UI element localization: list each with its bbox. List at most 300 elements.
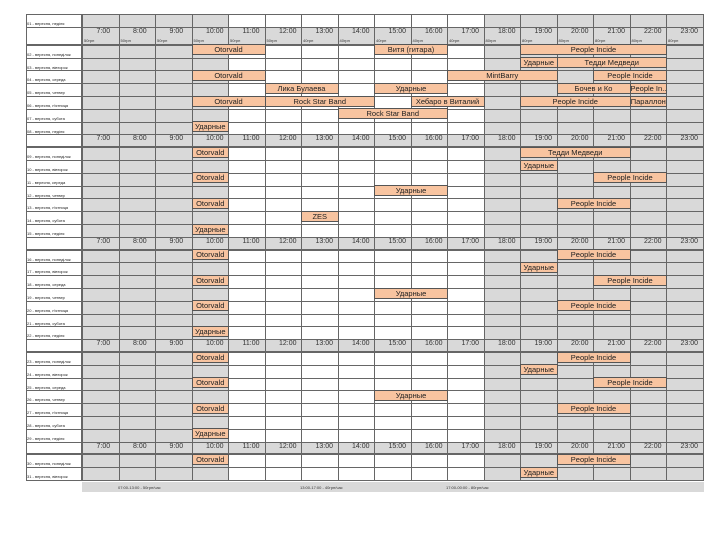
slot-cell[interactable] <box>557 224 595 238</box>
slot-cell[interactable] <box>265 314 303 328</box>
slot-cell[interactable] <box>447 45 485 59</box>
slot-cell[interactable] <box>520 301 558 315</box>
slot-cell[interactable] <box>593 416 631 430</box>
slot-cell[interactable] <box>411 365 449 379</box>
slot-cell[interactable] <box>484 314 522 328</box>
booking-block[interactable]: Ударные <box>520 160 558 171</box>
slot-cell[interactable] <box>119 301 157 315</box>
slot-cell[interactable] <box>119 262 157 276</box>
slot-cell[interactable] <box>82 454 120 468</box>
slot-cell[interactable] <box>666 58 704 72</box>
slot-cell[interactable] <box>228 198 266 212</box>
slot-cell[interactable] <box>265 224 303 238</box>
slot-cell[interactable] <box>265 160 303 174</box>
slot-cell[interactable] <box>666 122 704 136</box>
slot-cell[interactable] <box>374 416 412 430</box>
booking-block[interactable]: Ударные <box>520 262 558 273</box>
slot-cell[interactable] <box>484 416 522 430</box>
slot-cell[interactable] <box>82 416 120 430</box>
slot-cell[interactable] <box>447 198 485 212</box>
slot-cell[interactable] <box>666 467 704 481</box>
slot-cell[interactable] <box>338 211 376 225</box>
slot-cell[interactable] <box>666 288 704 302</box>
slot-cell[interactable] <box>119 198 157 212</box>
slot-cell[interactable] <box>447 186 485 200</box>
slot-cell[interactable] <box>338 429 376 443</box>
slot-cell[interactable] <box>228 14 266 28</box>
slot-cell[interactable] <box>484 275 522 289</box>
slot-cell[interactable] <box>155 301 193 315</box>
slot-cell[interactable] <box>666 186 704 200</box>
slot-cell[interactable] <box>374 198 412 212</box>
slot-cell[interactable] <box>666 352 704 366</box>
booking-block[interactable]: People Incide <box>593 172 667 183</box>
booking-block[interactable]: ZES <box>301 211 339 222</box>
slot-cell[interactable] <box>630 326 668 340</box>
slot-cell[interactable] <box>666 70 704 84</box>
slot-cell[interactable] <box>155 70 193 84</box>
slot-cell[interactable] <box>484 378 522 392</box>
slot-cell[interactable] <box>265 122 303 136</box>
slot-cell[interactable] <box>119 378 157 392</box>
slot-cell[interactable] <box>484 467 522 481</box>
booking-block[interactable]: People Incide <box>520 96 631 107</box>
slot-cell[interactable] <box>447 288 485 302</box>
slot-cell[interactable] <box>666 365 704 379</box>
slot-cell[interactable] <box>338 186 376 200</box>
slot-cell[interactable] <box>338 70 376 84</box>
booking-block[interactable]: Otorvald <box>192 300 230 311</box>
slot-cell[interactable] <box>155 288 193 302</box>
slot-cell[interactable] <box>265 403 303 417</box>
slot-cell[interactable] <box>119 275 157 289</box>
slot-cell[interactable] <box>411 58 449 72</box>
slot-cell[interactable] <box>265 147 303 161</box>
slot-cell[interactable] <box>228 186 266 200</box>
slot-cell[interactable] <box>228 109 266 123</box>
slot-cell[interactable] <box>374 403 412 417</box>
slot-cell[interactable] <box>301 58 339 72</box>
slot-cell[interactable] <box>447 454 485 468</box>
slot-cell[interactable] <box>82 160 120 174</box>
slot-cell[interactable] <box>484 160 522 174</box>
slot-cell[interactable] <box>374 262 412 276</box>
slot-cell[interactable] <box>155 147 193 161</box>
slot-cell[interactable] <box>301 326 339 340</box>
slot-cell[interactable] <box>155 186 193 200</box>
slot-cell[interactable] <box>520 403 558 417</box>
slot-cell[interactable] <box>447 326 485 340</box>
slot-cell[interactable] <box>119 70 157 84</box>
slot-cell[interactable] <box>301 352 339 366</box>
slot-cell[interactable] <box>630 288 668 302</box>
slot-cell[interactable] <box>666 403 704 417</box>
booking-block[interactable]: People Incide <box>593 275 667 286</box>
slot-cell[interactable] <box>82 70 120 84</box>
booking-block[interactable]: Ударные <box>374 83 448 94</box>
slot-cell[interactable] <box>666 275 704 289</box>
slot-cell[interactable] <box>630 416 668 430</box>
slot-cell[interactable] <box>228 250 266 264</box>
booking-block[interactable]: People Incide <box>557 403 631 414</box>
slot-cell[interactable] <box>520 14 558 28</box>
slot-cell[interactable] <box>265 429 303 443</box>
slot-cell[interactable] <box>557 365 595 379</box>
slot-cell[interactable] <box>82 224 120 238</box>
slot-cell[interactable] <box>520 416 558 430</box>
slot-cell[interactable] <box>155 467 193 481</box>
slot-cell[interactable] <box>447 122 485 136</box>
slot-cell[interactable] <box>484 390 522 404</box>
slot-cell[interactable] <box>666 83 704 97</box>
slot-cell[interactable] <box>557 467 595 481</box>
slot-cell[interactable] <box>520 186 558 200</box>
slot-cell[interactable] <box>338 14 376 28</box>
booking-block[interactable]: People Incide <box>557 300 631 311</box>
slot-cell[interactable] <box>374 160 412 174</box>
slot-cell[interactable] <box>155 224 193 238</box>
slot-cell[interactable] <box>666 250 704 264</box>
slot-cell[interactable] <box>155 352 193 366</box>
slot-cell[interactable] <box>411 467 449 481</box>
slot-cell[interactable] <box>411 301 449 315</box>
slot-cell[interactable] <box>484 173 522 187</box>
slot-cell[interactable] <box>301 147 339 161</box>
slot-cell[interactable] <box>374 224 412 238</box>
slot-cell[interactable] <box>447 14 485 28</box>
slot-cell[interactable] <box>82 186 120 200</box>
slot-cell[interactable] <box>630 467 668 481</box>
booking-block[interactable]: Otorvald <box>192 377 230 388</box>
slot-cell[interactable] <box>338 147 376 161</box>
slot-cell[interactable] <box>630 211 668 225</box>
slot-cell[interactable] <box>155 160 193 174</box>
slot-cell[interactable] <box>155 45 193 59</box>
slot-cell[interactable] <box>374 211 412 225</box>
slot-cell[interactable] <box>630 147 668 161</box>
slot-cell[interactable] <box>447 390 485 404</box>
slot-cell[interactable] <box>666 173 704 187</box>
slot-cell[interactable] <box>265 378 303 392</box>
booking-block[interactable]: People Incide <box>520 44 667 55</box>
slot-cell[interactable] <box>411 262 449 276</box>
slot-cell[interactable] <box>666 147 704 161</box>
slot-cell[interactable] <box>228 275 266 289</box>
slot-cell[interactable] <box>82 288 120 302</box>
slot-cell[interactable] <box>228 467 266 481</box>
booking-block[interactable]: Otorvald <box>192 275 230 286</box>
slot-cell[interactable] <box>338 58 376 72</box>
slot-cell[interactable] <box>119 250 157 264</box>
slot-cell[interactable] <box>228 160 266 174</box>
slot-cell[interactable] <box>666 262 704 276</box>
slot-cell[interactable] <box>82 122 120 136</box>
slot-cell[interactable] <box>338 365 376 379</box>
slot-cell[interactable] <box>666 211 704 225</box>
slot-cell[interactable] <box>82 14 120 28</box>
slot-cell[interactable] <box>119 186 157 200</box>
slot-cell[interactable] <box>374 314 412 328</box>
slot-cell[interactable] <box>265 250 303 264</box>
slot-cell[interactable] <box>484 14 522 28</box>
slot-cell[interactable] <box>228 326 266 340</box>
slot-cell[interactable] <box>301 467 339 481</box>
slot-cell[interactable] <box>520 224 558 238</box>
slot-cell[interactable] <box>520 429 558 443</box>
slot-cell[interactable] <box>301 416 339 430</box>
slot-cell[interactable] <box>192 467 230 481</box>
booking-block[interactable]: Ударные <box>520 364 558 375</box>
slot-cell[interactable] <box>484 429 522 443</box>
slot-cell[interactable] <box>301 109 339 123</box>
slot-cell[interactable] <box>520 378 558 392</box>
slot-cell[interactable] <box>228 390 266 404</box>
slot-cell[interactable] <box>265 365 303 379</box>
slot-cell[interactable] <box>119 326 157 340</box>
slot-cell[interactable] <box>411 160 449 174</box>
slot-cell[interactable] <box>265 390 303 404</box>
slot-cell[interactable] <box>630 352 668 366</box>
slot-cell[interactable] <box>447 301 485 315</box>
slot-cell[interactable] <box>520 288 558 302</box>
slot-cell[interactable] <box>82 467 120 481</box>
slot-cell[interactable] <box>411 416 449 430</box>
slot-cell[interactable] <box>411 352 449 366</box>
slot-cell[interactable] <box>265 262 303 276</box>
slot-cell[interactable] <box>338 454 376 468</box>
booking-block[interactable]: MintBarry <box>447 70 558 81</box>
slot-cell[interactable] <box>301 45 339 59</box>
slot-cell[interactable] <box>265 275 303 289</box>
slot-cell[interactable] <box>630 198 668 212</box>
slot-cell[interactable] <box>265 326 303 340</box>
slot-cell[interactable] <box>666 160 704 174</box>
slot-cell[interactable] <box>265 288 303 302</box>
slot-cell[interactable] <box>155 96 193 110</box>
slot-cell[interactable] <box>155 173 193 187</box>
slot-cell[interactable] <box>82 211 120 225</box>
slot-cell[interactable] <box>338 314 376 328</box>
slot-cell[interactable] <box>484 109 522 123</box>
slot-cell[interactable] <box>630 109 668 123</box>
slot-cell[interactable] <box>666 96 704 110</box>
slot-cell[interactable] <box>520 314 558 328</box>
slot-cell[interactable] <box>520 275 558 289</box>
slot-cell[interactable] <box>228 378 266 392</box>
slot-cell[interactable] <box>338 416 376 430</box>
slot-cell[interactable] <box>155 416 193 430</box>
slot-cell[interactable] <box>411 314 449 328</box>
slot-cell[interactable] <box>155 109 193 123</box>
slot-cell[interactable] <box>411 147 449 161</box>
slot-cell[interactable] <box>630 224 668 238</box>
slot-cell[interactable] <box>447 352 485 366</box>
slot-cell[interactable] <box>374 352 412 366</box>
slot-cell[interactable] <box>265 58 303 72</box>
slot-cell[interactable] <box>82 262 120 276</box>
slot-cell[interactable] <box>301 14 339 28</box>
slot-cell[interactable] <box>520 109 558 123</box>
slot-cell[interactable] <box>265 45 303 59</box>
slot-cell[interactable] <box>228 211 266 225</box>
slot-cell[interactable] <box>484 326 522 340</box>
slot-cell[interactable] <box>338 403 376 417</box>
slot-cell[interactable] <box>301 250 339 264</box>
slot-cell[interactable] <box>557 275 595 289</box>
slot-cell[interactable] <box>301 429 339 443</box>
slot-cell[interactable] <box>155 378 193 392</box>
booking-block[interactable]: Ударные <box>520 467 558 478</box>
slot-cell[interactable] <box>557 160 595 174</box>
slot-cell[interactable] <box>520 326 558 340</box>
slot-cell[interactable] <box>374 250 412 264</box>
slot-cell[interactable] <box>666 390 704 404</box>
slot-cell[interactable] <box>557 429 595 443</box>
slot-cell[interactable] <box>228 365 266 379</box>
slot-cell[interactable] <box>338 122 376 136</box>
slot-cell[interactable] <box>119 122 157 136</box>
slot-cell[interactable] <box>301 186 339 200</box>
slot-cell[interactable] <box>228 173 266 187</box>
slot-cell[interactable] <box>265 467 303 481</box>
slot-cell[interactable] <box>411 14 449 28</box>
slot-cell[interactable] <box>119 147 157 161</box>
slot-cell[interactable] <box>301 378 339 392</box>
slot-cell[interactable] <box>338 390 376 404</box>
slot-cell[interactable] <box>301 390 339 404</box>
slot-cell[interactable] <box>119 96 157 110</box>
slot-cell[interactable] <box>520 173 558 187</box>
slot-cell[interactable] <box>447 224 485 238</box>
slot-cell[interactable] <box>155 390 193 404</box>
slot-cell[interactable] <box>265 211 303 225</box>
slot-cell[interactable] <box>484 96 522 110</box>
booking-block[interactable]: Ударные <box>192 428 230 439</box>
slot-cell[interactable] <box>557 262 595 276</box>
slot-cell[interactable] <box>228 429 266 443</box>
booking-block[interactable]: Otorvald <box>192 172 230 183</box>
slot-cell[interactable] <box>155 275 193 289</box>
slot-cell[interactable] <box>155 58 193 72</box>
slot-cell[interactable] <box>666 416 704 430</box>
booking-block[interactable]: Rock Star Band <box>338 108 449 119</box>
slot-cell[interactable] <box>557 314 595 328</box>
slot-cell[interactable] <box>155 454 193 468</box>
slot-cell[interactable] <box>155 250 193 264</box>
slot-cell[interactable] <box>447 378 485 392</box>
booking-block[interactable]: Тедди Медведи <box>557 57 668 68</box>
booking-block[interactable]: People Incide <box>557 454 631 465</box>
slot-cell[interactable] <box>119 454 157 468</box>
slot-cell[interactable] <box>374 326 412 340</box>
slot-cell[interactable] <box>484 301 522 315</box>
slot-cell[interactable] <box>82 390 120 404</box>
slot-cell[interactable] <box>82 173 120 187</box>
slot-cell[interactable] <box>484 83 522 97</box>
slot-cell[interactable] <box>82 326 120 340</box>
slot-cell[interactable] <box>484 250 522 264</box>
slot-cell[interactable] <box>374 122 412 136</box>
slot-cell[interactable] <box>374 147 412 161</box>
slot-cell[interactable] <box>228 454 266 468</box>
slot-cell[interactable] <box>301 365 339 379</box>
slot-cell[interactable] <box>374 454 412 468</box>
slot-cell[interactable] <box>484 365 522 379</box>
slot-cell[interactable] <box>666 109 704 123</box>
booking-block[interactable]: Ударные <box>374 288 448 299</box>
slot-cell[interactable] <box>411 211 449 225</box>
slot-cell[interactable] <box>593 122 631 136</box>
slot-cell[interactable] <box>228 147 266 161</box>
slot-cell[interactable] <box>593 109 631 123</box>
booking-block[interactable]: Otorvald <box>192 198 230 209</box>
slot-cell[interactable] <box>228 416 266 430</box>
slot-cell[interactable] <box>119 109 157 123</box>
slot-cell[interactable] <box>447 160 485 174</box>
slot-cell[interactable] <box>411 122 449 136</box>
booking-block[interactable]: Хебаро в Виталий <box>411 96 485 107</box>
slot-cell[interactable] <box>411 326 449 340</box>
booking-block[interactable]: Otorvald <box>192 454 230 465</box>
slot-cell[interactable] <box>119 429 157 443</box>
slot-cell[interactable] <box>666 301 704 315</box>
slot-cell[interactable] <box>484 288 522 302</box>
slot-cell[interactable] <box>82 147 120 161</box>
slot-cell[interactable] <box>265 416 303 430</box>
slot-cell[interactable] <box>155 365 193 379</box>
booking-block[interactable]: Ударные <box>192 224 230 235</box>
slot-cell[interactable] <box>301 224 339 238</box>
slot-cell[interactable] <box>265 173 303 187</box>
slot-cell[interactable] <box>228 122 266 136</box>
slot-cell[interactable] <box>630 250 668 264</box>
slot-cell[interactable] <box>155 83 193 97</box>
slot-cell[interactable] <box>630 403 668 417</box>
slot-cell[interactable] <box>119 58 157 72</box>
slot-cell[interactable] <box>557 378 595 392</box>
slot-cell[interactable] <box>155 403 193 417</box>
slot-cell[interactable] <box>447 173 485 187</box>
booking-block[interactable]: Ударные <box>374 390 448 401</box>
slot-cell[interactable] <box>630 314 668 328</box>
slot-cell[interactable] <box>338 198 376 212</box>
slot-cell[interactable] <box>338 352 376 366</box>
slot-cell[interactable] <box>666 326 704 340</box>
slot-cell[interactable] <box>119 14 157 28</box>
slot-cell[interactable] <box>155 211 193 225</box>
slot-cell[interactable] <box>265 186 303 200</box>
slot-cell[interactable] <box>557 211 595 225</box>
slot-cell[interactable] <box>484 45 522 59</box>
slot-cell[interactable] <box>119 416 157 430</box>
slot-cell[interactable] <box>666 198 704 212</box>
slot-cell[interactable] <box>630 14 668 28</box>
slot-cell[interactable] <box>447 262 485 276</box>
slot-cell[interactable] <box>557 14 595 28</box>
slot-cell[interactable] <box>484 122 522 136</box>
booking-block[interactable]: Otorvald <box>192 44 266 55</box>
slot-cell[interactable] <box>666 378 704 392</box>
slot-cell[interactable] <box>374 14 412 28</box>
slot-cell[interactable] <box>411 224 449 238</box>
slot-cell[interactable] <box>119 314 157 328</box>
booking-block[interactable]: Otorvald <box>192 70 266 81</box>
slot-cell[interactable] <box>265 14 303 28</box>
booking-block[interactable]: Ударные <box>192 121 230 132</box>
booking-block[interactable]: People Incide <box>557 198 631 209</box>
slot-cell[interactable] <box>301 314 339 328</box>
slot-cell[interactable] <box>82 45 120 59</box>
